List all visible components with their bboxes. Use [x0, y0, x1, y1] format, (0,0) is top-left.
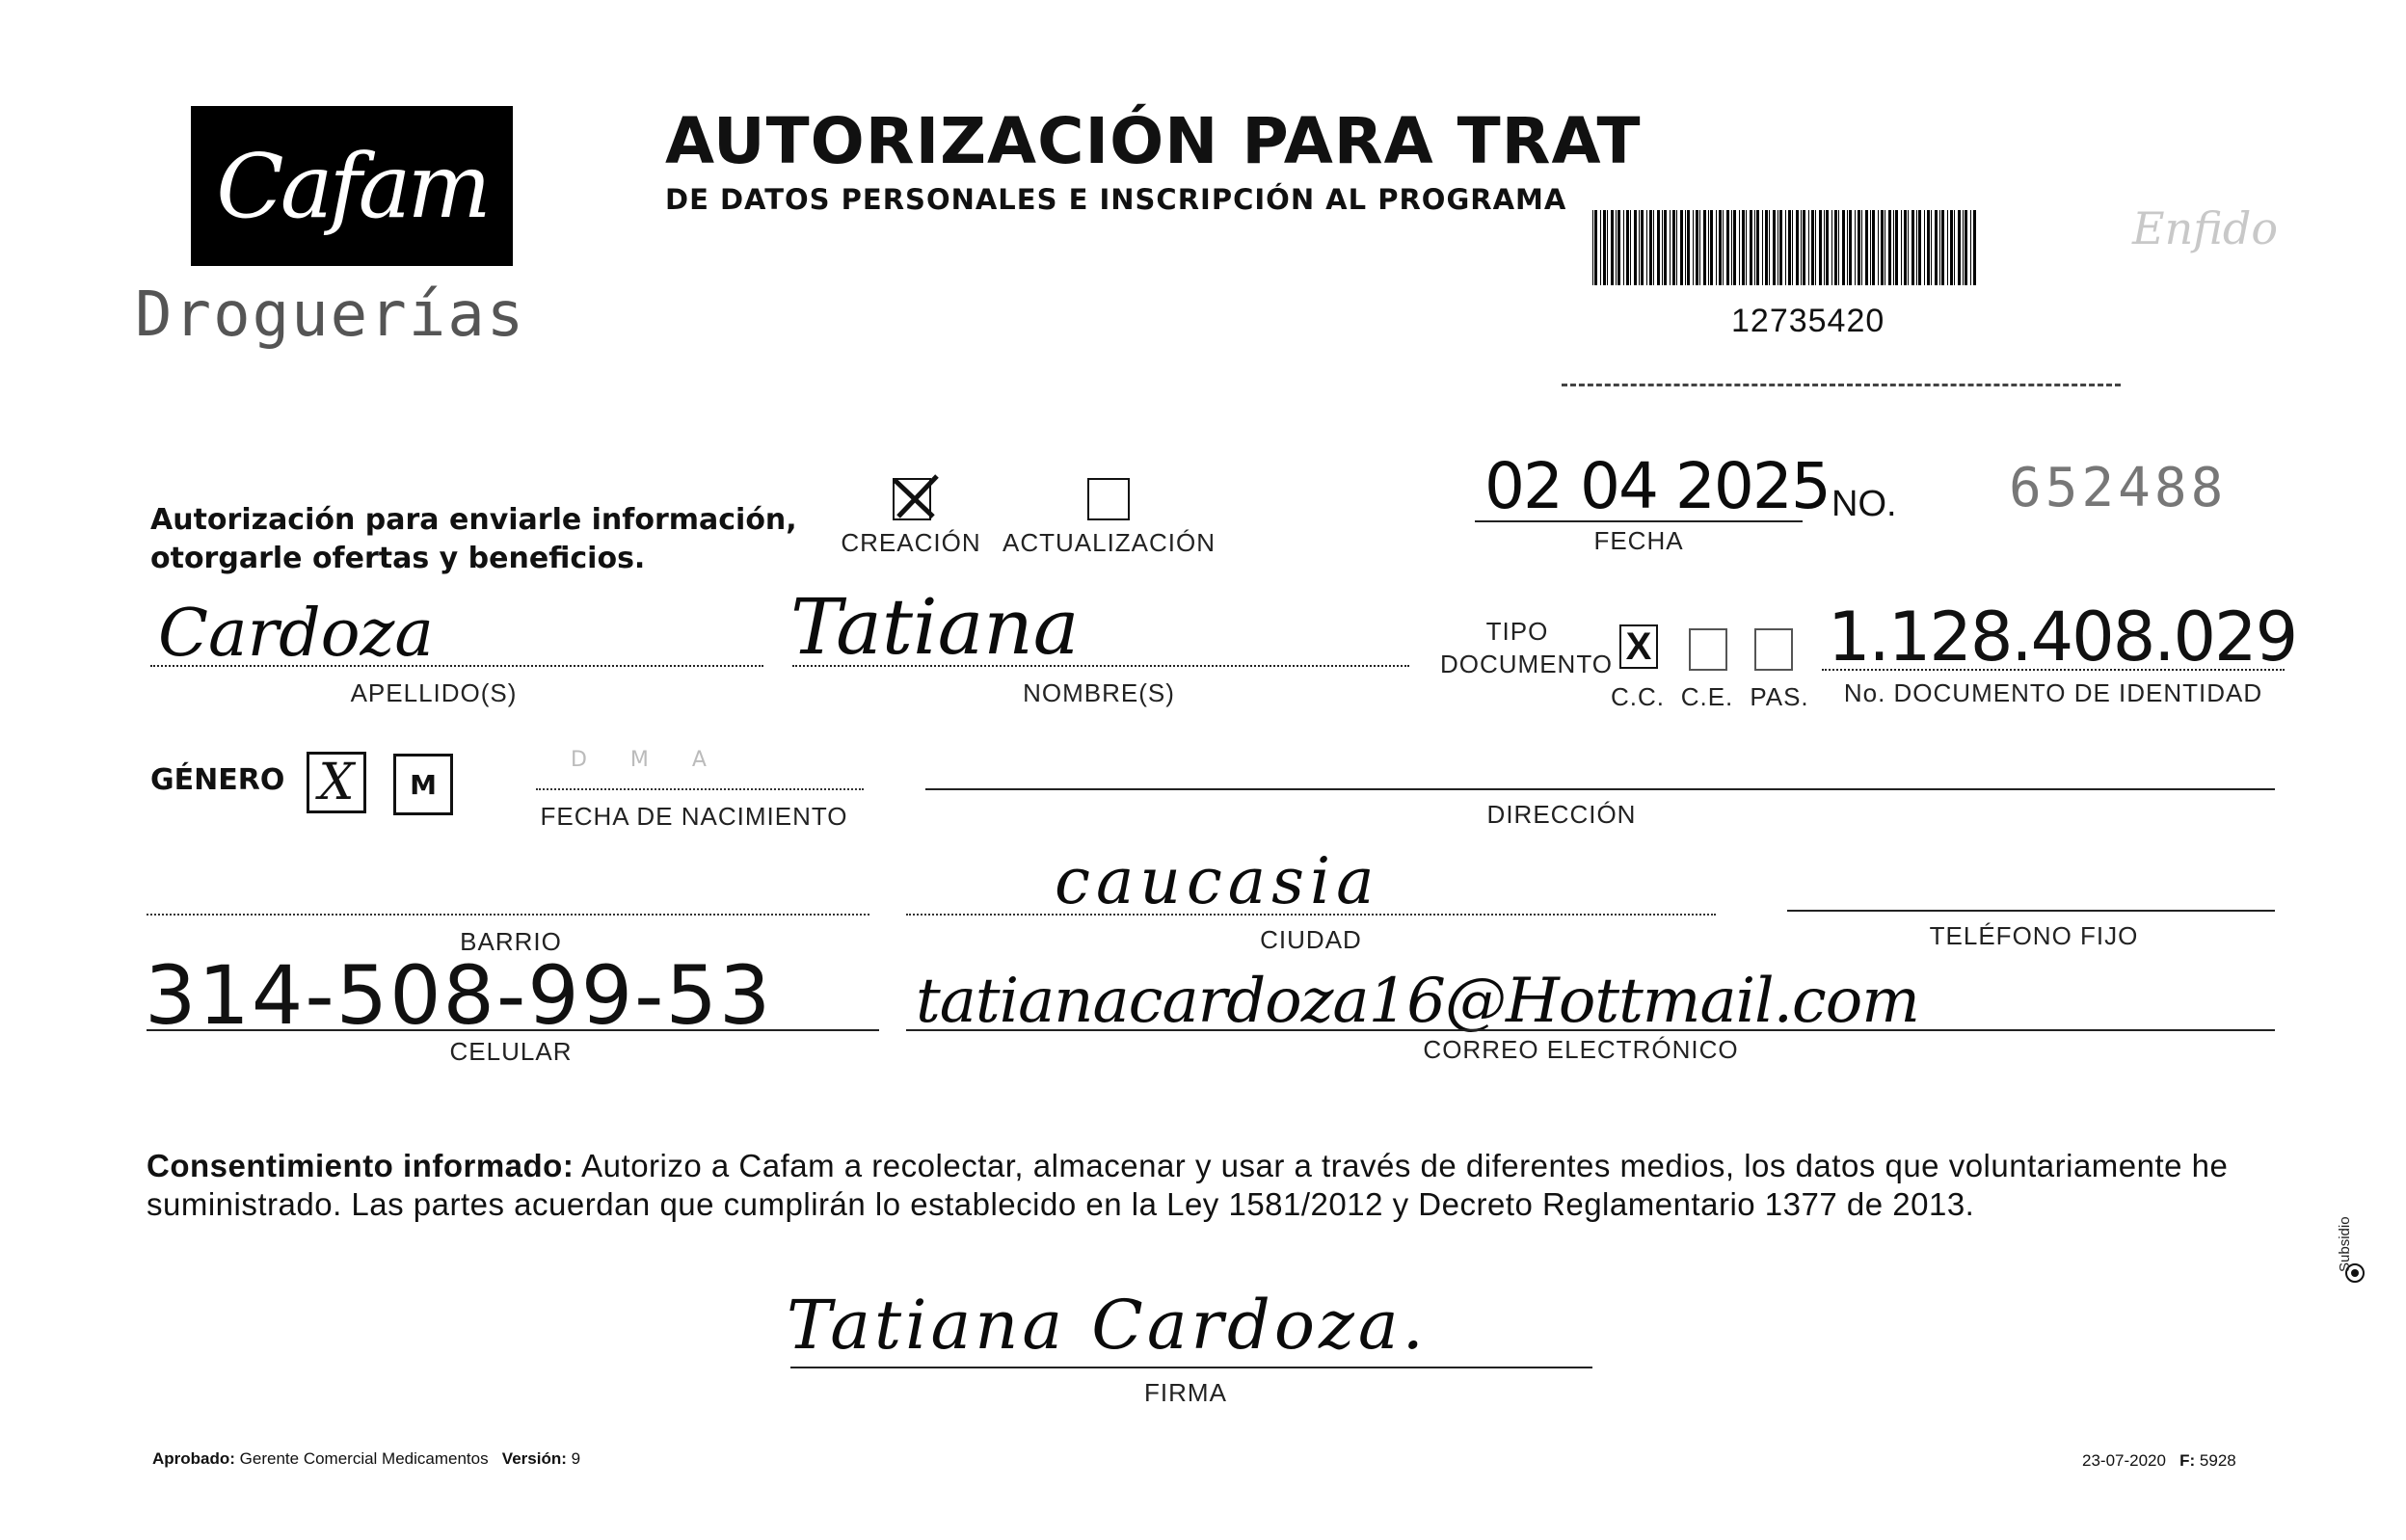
side-subsidio-text: Subsidio — [2337, 1216, 2353, 1272]
doc-ce-checkbox[interactable] — [1689, 628, 1727, 671]
barcode-bar — [1662, 210, 1663, 285]
barcode-bar — [1911, 210, 1914, 285]
barcode-bar — [1708, 210, 1709, 285]
barcode-bar — [1927, 210, 1930, 285]
barcode-bar — [1941, 210, 1944, 285]
barcode-bar — [1788, 210, 1791, 285]
gender-female-checkbox[interactable] — [307, 752, 366, 813]
barcode-bar — [1865, 210, 1868, 285]
form-label: F: — [2179, 1451, 2196, 1470]
barcode-bar — [1693, 210, 1694, 285]
barcode-bar — [1719, 210, 1722, 285]
barcode-bar — [1765, 210, 1768, 285]
barcode-bar — [1965, 210, 1967, 285]
phone-line — [1787, 910, 2275, 912]
barcode-bar — [1733, 210, 1736, 285]
consent-bold: Consentimiento informado: — [147, 1148, 575, 1183]
date-label: FECHA — [1593, 526, 1684, 555]
doc-cc-checkbox[interactable] — [1619, 624, 1658, 669]
footer-date-form — [2082, 1451, 2236, 1471]
barcode-bar — [1842, 210, 1845, 285]
signature-value: Tatiana Cardoza. — [787, 1286, 1428, 1365]
birth-line — [536, 788, 864, 790]
footer-approval — [152, 1449, 580, 1469]
mobile-value: 314-508-99-53 — [145, 948, 773, 1043]
barcode-bar — [1847, 210, 1848, 285]
name-line — [792, 665, 1409, 667]
barcode-bar — [1838, 210, 1839, 285]
barcode-bar — [1888, 210, 1891, 285]
barcode-bar — [1657, 210, 1660, 285]
doc-ce-label: C.E. — [1680, 682, 1734, 711]
barcode-bar — [1676, 210, 1677, 285]
barcode-bar — [1617, 210, 1620, 285]
barcode-bar — [1623, 210, 1624, 285]
barcode-bar — [1970, 210, 1971, 285]
barcode-bar — [1672, 210, 1675, 285]
city-label: CIUDAD — [1260, 925, 1362, 954]
date-line — [1475, 520, 1803, 522]
barcode-bar — [1710, 210, 1713, 285]
barcode-bar — [1881, 210, 1884, 285]
form-subtitle: DE DATOS PERSONALES E INSCRIPCIÓN AL PROGRAMA — [665, 183, 1567, 216]
barcode-bar — [1742, 210, 1745, 285]
barcode-bar — [1739, 210, 1740, 285]
doc-cc-label: C.C. — [1611, 682, 1665, 711]
footer-date: 23-07-2020 — [2082, 1451, 2166, 1470]
barrio-label: BARRIO — [460, 927, 562, 956]
barcode-bar — [1664, 210, 1667, 285]
logo-subtitle: Droguerías — [135, 279, 526, 351]
barrio-line — [147, 914, 869, 916]
date-value: 02 04 2025 — [1484, 449, 1830, 523]
barcode-bar — [1824, 210, 1825, 285]
barcode-bar — [1904, 210, 1907, 285]
barcode-bar — [1924, 210, 1925, 285]
approved-label: Aprobado: — [152, 1449, 235, 1468]
barcode-bar — [1630, 210, 1631, 285]
barcode-number: 12735420 — [1731, 303, 1885, 339]
barcode-bar — [1815, 210, 1816, 285]
barcode-bar — [1641, 210, 1644, 285]
doc-pas-label: PAS. — [1750, 682, 1809, 711]
barcode-bar — [1796, 210, 1799, 285]
city-line — [906, 914, 1716, 916]
barcode-bar — [1731, 210, 1732, 285]
barcode-bar — [1963, 210, 1964, 285]
creation-label: CREACIÓN — [841, 528, 981, 557]
email-line — [906, 1029, 2275, 1031]
barcode-bar — [1746, 210, 1747, 285]
birth-faint-text: D M A — [571, 748, 712, 772]
gender-male-label: M — [410, 768, 437, 801]
barcode-bar — [1594, 210, 1597, 285]
barcode-bar — [1831, 210, 1832, 285]
barcode-bar — [1811, 210, 1814, 285]
barcode-bar — [1716, 210, 1717, 285]
barcode-bar — [1935, 210, 1938, 285]
barcode-bar — [1792, 210, 1793, 285]
barcode-bar — [1634, 210, 1637, 285]
doc-pas-checkbox[interactable] — [1754, 628, 1793, 671]
barcode-bar — [1973, 210, 1976, 285]
doc-type-label-1: TIPO — [1485, 617, 1549, 646]
barcode-bar — [1600, 210, 1601, 285]
name-value: Tatiana — [790, 582, 1080, 672]
version-value: 9 — [571, 1449, 581, 1468]
logo-brand-text: Cafam — [216, 134, 488, 238]
decorative-dashes — [1562, 384, 2121, 386]
barcode-bar — [1699, 210, 1700, 285]
city-value: caucasia — [1055, 844, 1380, 918]
barcode-bar — [1895, 210, 1898, 285]
barcode-bar — [1750, 210, 1752, 285]
signature-line — [790, 1367, 1592, 1368]
barcode-bar — [1801, 210, 1802, 285]
barcode-bar — [1918, 210, 1921, 285]
barcode-bar — [1916, 210, 1917, 285]
barcode-bar — [1908, 210, 1909, 285]
email-value: tatianacardoza16@Hottmail.com — [916, 966, 1919, 1037]
email-label: CORREO ELECTRÓNICO — [1423, 1035, 1739, 1064]
barcode-bar — [1893, 210, 1894, 285]
barcode-bar — [1769, 210, 1770, 285]
address-line — [925, 788, 2275, 790]
barcode-bar — [1803, 210, 1805, 285]
barcode-bar — [1870, 210, 1871, 285]
barcode-bar — [1819, 210, 1822, 285]
form-value: 5928 — [2199, 1451, 2236, 1470]
form-title: AUTORIZACIÓN PARA TRAT — [665, 104, 1642, 178]
barcode-bar — [1950, 210, 1953, 285]
barcode-bar — [1849, 210, 1852, 285]
cafam-logo — [191, 106, 513, 266]
doc-number-label: No. DOCUMENTO DE IDENTIDAD — [1843, 678, 2263, 707]
barcode-bar — [1603, 210, 1606, 285]
surname-line — [150, 665, 763, 667]
barcode-bar — [1901, 210, 1902, 285]
gender-female-mark: X — [318, 754, 355, 811]
barcode-bar — [1611, 210, 1614, 285]
barcode-bar — [1687, 210, 1690, 285]
barcode-bar — [1947, 210, 1948, 285]
authorization-line-2: otorgarle ofertas y beneficios. — [150, 542, 646, 575]
update-label: ACTUALIZACIÓN — [1002, 528, 1216, 557]
barcode-bar — [1639, 210, 1640, 285]
barcode-bar — [1861, 210, 1862, 285]
barcode-bar — [1653, 210, 1654, 285]
update-checkbox[interactable] — [1087, 478, 1130, 520]
version-label: Versión: — [501, 1449, 567, 1468]
number-label: NO. — [1831, 484, 1897, 524]
barcode-bar — [1826, 210, 1829, 285]
barcode-bar — [1756, 210, 1759, 285]
barcode-bar — [1939, 210, 1940, 285]
doc-number-value: 1.128.408.029 — [1828, 597, 2297, 677]
barcode-bar — [1773, 210, 1776, 285]
barcode-bar — [1607, 210, 1608, 285]
gender-male-checkbox[interactable] — [393, 754, 453, 815]
barcode-bar — [1954, 210, 1955, 285]
barcode-bar — [1762, 210, 1763, 285]
barcode-bar — [1785, 210, 1786, 285]
barcode-bar — [1703, 210, 1706, 285]
birth-label: FECHA DE NACIMIENTO — [540, 802, 848, 831]
barcode-bar — [1592, 210, 1593, 285]
barcode-bar — [1670, 210, 1671, 285]
address-label: DIRECCIÓN — [1486, 800, 1637, 829]
barcode-bar — [1872, 210, 1875, 285]
name-label: NOMBRE(S) — [1023, 678, 1175, 707]
barcode-bar — [1726, 210, 1729, 285]
barcode — [1592, 210, 1978, 285]
barcode-bar — [1855, 210, 1856, 285]
barcode-bar — [1808, 210, 1809, 285]
barcode-bar — [1834, 210, 1837, 285]
barcode-bar — [1858, 210, 1860, 285]
creation-checkbox[interactable] — [893, 478, 931, 520]
barcode-bar — [1626, 210, 1629, 285]
barcode-bar — [1680, 210, 1683, 285]
barcode-bar — [1616, 210, 1617, 285]
barcode-bar — [1754, 210, 1755, 285]
barcode-bar — [1723, 210, 1724, 285]
barcode-bar — [1878, 210, 1879, 285]
surname-value: Cardoza — [158, 596, 434, 672]
barcode-bar — [1696, 210, 1698, 285]
doc-number-line — [1822, 669, 2285, 671]
check-mark-icon — [891, 472, 941, 522]
mobile-line — [147, 1029, 879, 1031]
mobile-label: CELULAR — [449, 1037, 573, 1066]
faint-stamp: Enfido — [2132, 202, 2279, 254]
barcode-bar — [1646, 210, 1647, 285]
approved-value: Gerente Comercial Medicamentos — [239, 1449, 489, 1468]
barcode-bar — [1685, 210, 1686, 285]
gender-label: GÉNERO — [150, 763, 285, 797]
doc-type-label-2: DOCUMENTO — [1440, 650, 1613, 678]
surname-label: APELLIDO(S) — [350, 678, 518, 707]
barcode-bar — [1931, 210, 1932, 285]
authorization-text — [150, 501, 806, 578]
barcode-bar — [1649, 210, 1652, 285]
phone-label: TELÉFONO FIJO — [1929, 921, 2139, 950]
signature-label: FIRMA — [1144, 1378, 1227, 1407]
barcode-bar — [1779, 210, 1782, 285]
number-value: 652488 — [2009, 457, 2228, 519]
doc-cc-mark: X — [1625, 624, 1652, 668]
consent-paragraph — [147, 1147, 2277, 1224]
authorization-line-1: Autorización para enviarle información, — [150, 503, 797, 537]
barcode-bar — [1958, 210, 1961, 285]
consent-text: Autorizo a Cafam a recolectar, almacenar y usar a través de diferentes medios, los datos que voluntariamente he suministrado. Las partes acuerdan que cumplirán lo establecido en la Ley 1581/2012 y Decreto Reglamentario 1377 de 2013. — [147, 1148, 2229, 1222]
